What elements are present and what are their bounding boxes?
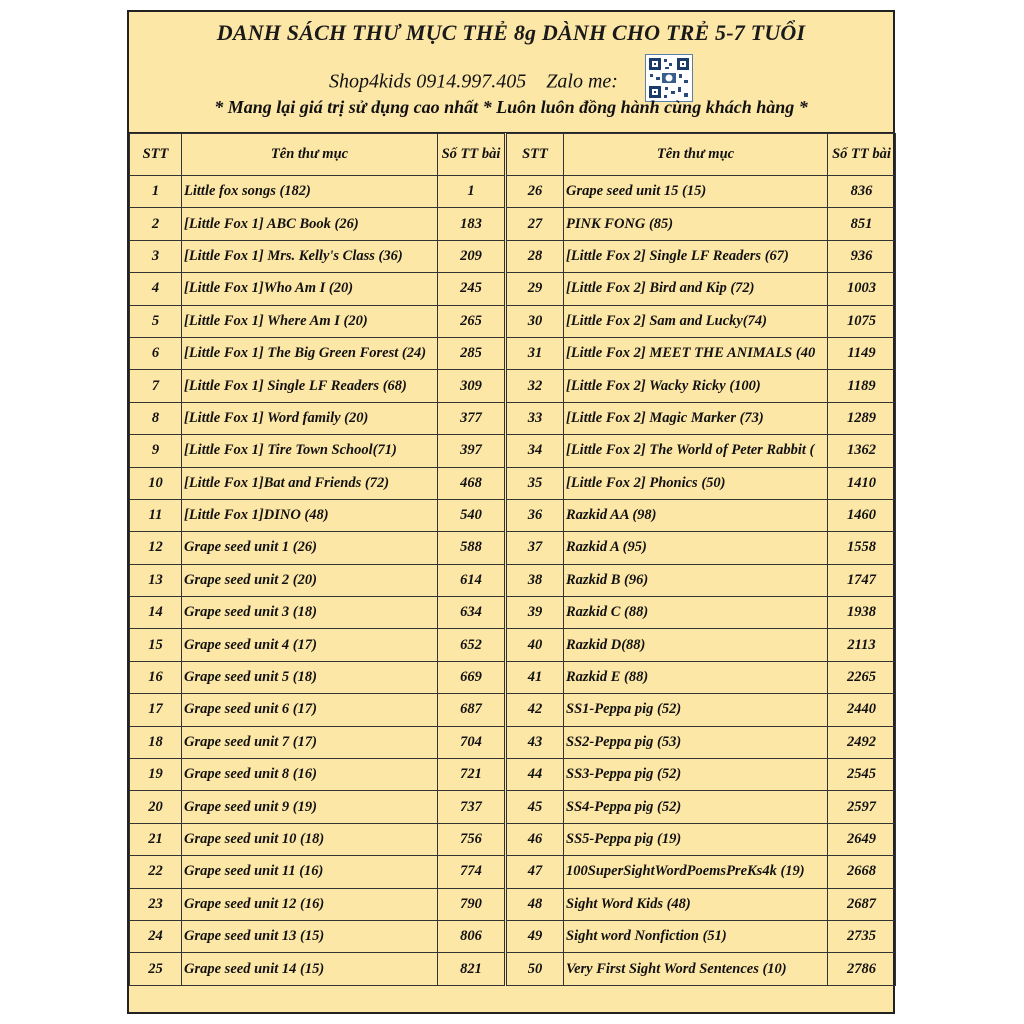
row-stt-right: 34 bbox=[506, 435, 564, 467]
row-start-page-right: 1362 bbox=[828, 435, 896, 467]
row-start-page-right: 1747 bbox=[828, 564, 896, 596]
catalog-table bbox=[129, 133, 896, 986]
row-start-page-right: 2786 bbox=[828, 953, 896, 985]
row-start-page-right: 1189 bbox=[828, 370, 896, 402]
row-stt-left: 5 bbox=[130, 305, 182, 337]
row-start-page-right: 1003 bbox=[828, 273, 896, 305]
row-folder-name-left: Grape seed unit 9 (19) bbox=[182, 791, 438, 823]
row-folder-name-right: SS3-Peppa pig (52) bbox=[564, 759, 828, 791]
table-row bbox=[130, 499, 896, 531]
row-stt-right: 45 bbox=[506, 791, 564, 823]
qr-code-icon bbox=[645, 54, 693, 102]
row-stt-right: 28 bbox=[506, 240, 564, 272]
row-folder-name-left: [Little Fox 1]DINO (48) bbox=[182, 499, 438, 531]
catalog-sheet bbox=[127, 10, 895, 1014]
row-folder-name-right: PINK FONG (85) bbox=[564, 208, 828, 240]
row-stt-left: 19 bbox=[130, 759, 182, 791]
row-folder-name-left: [Little Fox 1] Where Am I (20) bbox=[182, 305, 438, 337]
row-start-page-right: 2545 bbox=[828, 759, 896, 791]
row-start-page-left: 265 bbox=[438, 305, 506, 337]
row-folder-name-left: [Little Fox 1] The Big Green Forest (24) bbox=[182, 337, 438, 369]
row-start-page-right: 2265 bbox=[828, 661, 896, 693]
row-start-page-right: 2113 bbox=[828, 629, 896, 661]
row-folder-name-left: [Little Fox 1]Bat and Friends (72) bbox=[182, 467, 438, 499]
table-row bbox=[130, 402, 896, 434]
catalog-rows bbox=[130, 176, 896, 986]
row-folder-name-right: 100SuperSightWordPoemsPreKs4k (19) bbox=[564, 856, 828, 888]
row-start-page-left: 821 bbox=[438, 953, 506, 985]
row-stt-right: 30 bbox=[506, 305, 564, 337]
row-start-page-left: 634 bbox=[438, 597, 506, 629]
row-start-page-left: 790 bbox=[438, 888, 506, 920]
row-start-page-left: 245 bbox=[438, 273, 506, 305]
row-stt-right: 27 bbox=[506, 208, 564, 240]
row-start-page-left: 309 bbox=[438, 370, 506, 402]
row-start-page-left: 397 bbox=[438, 435, 506, 467]
row-stt-left: 1 bbox=[130, 176, 182, 208]
row-stt-left: 17 bbox=[130, 694, 182, 726]
shop-phone: Shop4kids 0914.997.405 bbox=[329, 70, 527, 93]
row-start-page-left: 687 bbox=[438, 694, 506, 726]
table-row bbox=[130, 953, 896, 985]
table-row bbox=[130, 629, 896, 661]
row-folder-name-right: [Little Fox 2] Bird and Kip (72) bbox=[564, 273, 828, 305]
row-folder-name-left: Grape seed unit 14 (15) bbox=[182, 953, 438, 985]
table-row bbox=[130, 726, 896, 758]
row-stt-left: 18 bbox=[130, 726, 182, 758]
table-header-row bbox=[130, 134, 896, 176]
row-folder-name-right: Razkid AA (98) bbox=[564, 499, 828, 531]
row-stt-right: 29 bbox=[506, 273, 564, 305]
row-folder-name-left: [Little Fox 1] Mrs. Kelly's Class (36) bbox=[182, 240, 438, 272]
table-row bbox=[130, 791, 896, 823]
table-row bbox=[130, 176, 896, 208]
row-folder-name-right: SS4-Peppa pig (52) bbox=[564, 791, 828, 823]
row-folder-name-right: Grape seed unit 15 (15) bbox=[564, 176, 828, 208]
table-row bbox=[130, 532, 896, 564]
row-start-page-right: 1460 bbox=[828, 499, 896, 531]
table-row bbox=[130, 759, 896, 791]
row-stt-right: 43 bbox=[506, 726, 564, 758]
col-header-page-right: Số TT bài bbox=[828, 134, 896, 176]
row-stt-right: 47 bbox=[506, 856, 564, 888]
row-stt-right: 31 bbox=[506, 337, 564, 369]
row-stt-right: 38 bbox=[506, 564, 564, 596]
table-row bbox=[130, 305, 896, 337]
row-folder-name-left: [Little Fox 1] Single LF Readers (68) bbox=[182, 370, 438, 402]
row-folder-name-left: [Little Fox 1] ABC Book (26) bbox=[182, 208, 438, 240]
row-folder-name-left: [Little Fox 1]Who Am I (20) bbox=[182, 273, 438, 305]
row-start-page-left: 704 bbox=[438, 726, 506, 758]
row-stt-left: 22 bbox=[130, 856, 182, 888]
row-start-page-left: 774 bbox=[438, 856, 506, 888]
row-stt-right: 37 bbox=[506, 532, 564, 564]
row-stt-left: 20 bbox=[130, 791, 182, 823]
row-folder-name-right: Sight Word Kids (48) bbox=[564, 888, 828, 920]
row-stt-left: 2 bbox=[130, 208, 182, 240]
row-stt-left: 25 bbox=[130, 953, 182, 985]
row-stt-left: 11 bbox=[130, 499, 182, 531]
row-stt-left: 23 bbox=[130, 888, 182, 920]
row-start-page-right: 836 bbox=[828, 176, 896, 208]
row-folder-name-right: Sight word Nonfiction (51) bbox=[564, 920, 828, 952]
table-row bbox=[130, 208, 896, 240]
row-folder-name-right: Razkid C (88) bbox=[564, 597, 828, 629]
row-stt-right: 46 bbox=[506, 823, 564, 855]
row-start-page-left: 377 bbox=[438, 402, 506, 434]
table-row bbox=[130, 856, 896, 888]
col-header-stt-right: STT bbox=[506, 134, 564, 176]
row-folder-name-right: [Little Fox 2] The World of Peter Rabbit ( bbox=[564, 435, 828, 467]
table-row bbox=[130, 467, 896, 499]
row-folder-name-left: Grape seed unit 6 (17) bbox=[182, 694, 438, 726]
row-start-page-left: 756 bbox=[438, 823, 506, 855]
table-row bbox=[130, 823, 896, 855]
row-stt-right: 42 bbox=[506, 694, 564, 726]
row-stt-left: 15 bbox=[130, 629, 182, 661]
table-row bbox=[130, 920, 896, 952]
row-folder-name-right: SS5-Peppa pig (19) bbox=[564, 823, 828, 855]
row-start-page-left: 209 bbox=[438, 240, 506, 272]
row-folder-name-left: Grape seed unit 10 (18) bbox=[182, 823, 438, 855]
row-start-page-right: 1149 bbox=[828, 337, 896, 369]
table-row bbox=[130, 661, 896, 693]
row-stt-right: 33 bbox=[506, 402, 564, 434]
row-stt-right: 49 bbox=[506, 920, 564, 952]
row-stt-left: 10 bbox=[130, 467, 182, 499]
row-stt-right: 44 bbox=[506, 759, 564, 791]
row-start-page-left: 737 bbox=[438, 791, 506, 823]
row-start-page-right: 1558 bbox=[828, 532, 896, 564]
row-folder-name-left: Grape seed unit 12 (16) bbox=[182, 888, 438, 920]
row-start-page-right: 1410 bbox=[828, 467, 896, 499]
row-folder-name-right: [Little Fox 2] Magic Marker (73) bbox=[564, 402, 828, 434]
row-stt-right: 50 bbox=[506, 953, 564, 985]
col-header-stt-left: STT bbox=[130, 134, 182, 176]
row-start-page-right: 2597 bbox=[828, 791, 896, 823]
row-start-page-right: 1289 bbox=[828, 402, 896, 434]
table-row bbox=[130, 694, 896, 726]
row-stt-right: 35 bbox=[506, 467, 564, 499]
row-start-page-left: 285 bbox=[438, 337, 506, 369]
row-stt-left: 13 bbox=[130, 564, 182, 596]
row-stt-left: 4 bbox=[130, 273, 182, 305]
zalo-label: Zalo me: bbox=[546, 70, 618, 93]
row-stt-right: 39 bbox=[506, 597, 564, 629]
row-stt-left: 8 bbox=[130, 402, 182, 434]
row-start-page-left: 614 bbox=[438, 564, 506, 596]
row-folder-name-right: Razkid D(88) bbox=[564, 629, 828, 661]
col-header-page-left: Số TT bài bbox=[438, 134, 506, 176]
row-stt-left: 6 bbox=[130, 337, 182, 369]
row-stt-left: 12 bbox=[130, 532, 182, 564]
row-folder-name-right: Razkid A (95) bbox=[564, 532, 828, 564]
row-stt-left: 9 bbox=[130, 435, 182, 467]
row-folder-name-right: SS1-Peppa pig (52) bbox=[564, 694, 828, 726]
row-start-page-right: 2492 bbox=[828, 726, 896, 758]
row-start-page-left: 1 bbox=[438, 176, 506, 208]
row-folder-name-right: [Little Fox 2] Single LF Readers (67) bbox=[564, 240, 828, 272]
table-row bbox=[130, 564, 896, 596]
table-row bbox=[130, 273, 896, 305]
row-stt-right: 36 bbox=[506, 499, 564, 531]
row-start-page-right: 2735 bbox=[828, 920, 896, 952]
row-folder-name-right: Very First Sight Word Sentences (10) bbox=[564, 953, 828, 985]
row-folder-name-left: Grape seed unit 5 (18) bbox=[182, 661, 438, 693]
row-folder-name-left: Grape seed unit 11 (16) bbox=[182, 856, 438, 888]
table-row bbox=[130, 240, 896, 272]
row-start-page-left: 183 bbox=[438, 208, 506, 240]
row-start-page-right: 936 bbox=[828, 240, 896, 272]
row-stt-right: 32 bbox=[506, 370, 564, 402]
row-stt-left: 7 bbox=[130, 370, 182, 402]
row-folder-name-left: Grape seed unit 1 (26) bbox=[182, 532, 438, 564]
row-folder-name-left: Grape seed unit 3 (18) bbox=[182, 597, 438, 629]
row-folder-name-left: Grape seed unit 2 (20) bbox=[182, 564, 438, 596]
row-stt-right: 48 bbox=[506, 888, 564, 920]
row-stt-left: 16 bbox=[130, 661, 182, 693]
row-stt-right: 26 bbox=[506, 176, 564, 208]
col-header-name-left: Tên thư mục bbox=[182, 134, 438, 176]
row-start-page-left: 806 bbox=[438, 920, 506, 952]
row-stt-left: 3 bbox=[130, 240, 182, 272]
table-row bbox=[130, 888, 896, 920]
col-header-name-right: Tên thư mục bbox=[564, 134, 828, 176]
table-row bbox=[130, 435, 896, 467]
row-start-page-right: 2649 bbox=[828, 823, 896, 855]
row-stt-left: 14 bbox=[130, 597, 182, 629]
row-stt-left: 21 bbox=[130, 823, 182, 855]
row-folder-name-left: Little fox songs (182) bbox=[182, 176, 438, 208]
catalog-header bbox=[129, 12, 893, 133]
row-folder-name-left: Grape seed unit 7 (17) bbox=[182, 726, 438, 758]
row-start-page-left: 652 bbox=[438, 629, 506, 661]
row-start-page-left: 588 bbox=[438, 532, 506, 564]
row-folder-name-left: [Little Fox 1] Word family (20) bbox=[182, 402, 438, 434]
row-start-page-left: 669 bbox=[438, 661, 506, 693]
row-stt-right: 41 bbox=[506, 661, 564, 693]
slogan: * Mang lại giá trị sử dụng cao nhất * Luôn luôn đồng hành cùng khách hàng * bbox=[214, 97, 808, 117]
row-start-page-right: 2440 bbox=[828, 694, 896, 726]
row-start-page-right: 2687 bbox=[828, 888, 896, 920]
row-folder-name-right: [Little Fox 2] Sam and Lucky(74) bbox=[564, 305, 828, 337]
row-folder-name-right: [Little Fox 2] Phonics (50) bbox=[564, 467, 828, 499]
table-row bbox=[130, 370, 896, 402]
row-folder-name-left: Grape seed unit 8 (16) bbox=[182, 759, 438, 791]
row-start-page-right: 1938 bbox=[828, 597, 896, 629]
row-folder-name-right: Razkid E (88) bbox=[564, 661, 828, 693]
row-folder-name-left: Grape seed unit 13 (15) bbox=[182, 920, 438, 952]
row-folder-name-right: [Little Fox 2] Wacky Ricky (100) bbox=[564, 370, 828, 402]
table-row bbox=[130, 337, 896, 369]
row-start-page-left: 540 bbox=[438, 499, 506, 531]
row-start-page-right: 1075 bbox=[828, 305, 896, 337]
row-start-page-right: 851 bbox=[828, 208, 896, 240]
row-folder-name-left: [Little Fox 1] Tire Town School(71) bbox=[182, 435, 438, 467]
row-folder-name-right: [Little Fox 2] MEET THE ANIMALS (40 bbox=[564, 337, 828, 369]
page-title: DANH SÁCH THƯ MỤC THẺ 8g DÀNH CHO TRẺ 5-7 TUỔI bbox=[216, 20, 806, 45]
row-stt-left: 24 bbox=[130, 920, 182, 952]
row-start-page-right: 2668 bbox=[828, 856, 896, 888]
table-row bbox=[130, 597, 896, 629]
row-start-page-left: 721 bbox=[438, 759, 506, 791]
row-start-page-left: 468 bbox=[438, 467, 506, 499]
row-folder-name-right: Razkid B (96) bbox=[564, 564, 828, 596]
row-folder-name-right: SS2-Peppa pig (53) bbox=[564, 726, 828, 758]
row-folder-name-left: Grape seed unit 4 (17) bbox=[182, 629, 438, 661]
row-stt-right: 40 bbox=[506, 629, 564, 661]
